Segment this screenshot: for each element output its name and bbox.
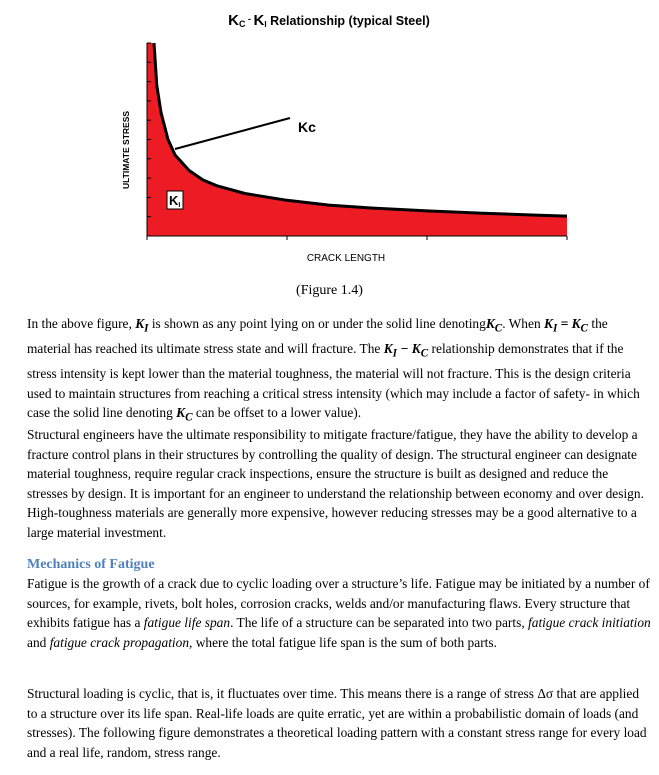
x-axis-label: CRACK LENGTH — [306, 253, 386, 264]
figure-caption: (Figure 1.4) — [296, 283, 363, 298]
kc-ki-chart — [0, 0, 659, 280]
kc-annotation: Kc — [298, 119, 316, 135]
paragraph-fatigue: Fatigue is the growth of a crack due to cyclic loading over a structure’s life. Fatigue may be initiated by a number of sources, for example, rivets, bolt holes, corrosion cracks, welds and/or manufacturing flaws. Every structure that exhibits fatigue has a fatigue life span. The life of a structure can be separated into two parts, fatigue crack initiation and fatigue crack propagation, where the total fatigue life span is the sum of both parts. — [27, 576, 651, 650]
x-axis-ticks — [147, 236, 567, 240]
paragraph-structural-engineers: Structural engineers have the ultimate responsibility to mitigate fracture/fatigue, they have the ability to develop a fracture control plans in their structures by controlling the quality of design. The structural engineer can designate material toughness, require regular crack inspections, ensure the structure is built as designed and reduce the stresses by design. It is important for an engineer to understand the relationship between economy and over design. High-toughness materials are generally more expensive, however reducing stresses may be a good alternative to a large material investment. — [27, 427, 644, 540]
y-axis-label: ULTIMATE STRESS — [121, 110, 131, 190]
section-heading: Mechanics of Fatigue — [27, 557, 155, 572]
ki-annotation: KI — [169, 193, 181, 209]
paragraph-structural-loading: Structural loading is cyclic, that is, it fluctuates over time. This means there is a range of stress Δσ that are applied to a structure over its life span. Real-life loads are quite erratic, yet are within a probabilistic domain of loads (and stresses). The following figure demonstrates a theoretical loading pattern with a constant stress range for every load and a real life, random, stress range. — [27, 686, 647, 760]
chart-title: KC - KI Relationship (typical Steel) — [228, 12, 430, 29]
plot-area — [147, 43, 567, 240]
kc-pointer-arrow — [175, 118, 290, 149]
paragraph-ki-kc: In the above figure, $K_I$ is shown as any point lying on or under the solid line denotingK$_C$. When $K_I = K_C$ the material has reached its ultimate stress state and will fracture. The $K_I - K_C$ relationship demonstrates that if the stress intensity is kept lower than the material toughness, the material will not fracture. This is the design criteria used to maintain structures from reaching a critical stress intensity (which may include a factor of safety- in which case the solid line denoting $K_C$ can be offset to a lower value). — [27, 316, 640, 425]
